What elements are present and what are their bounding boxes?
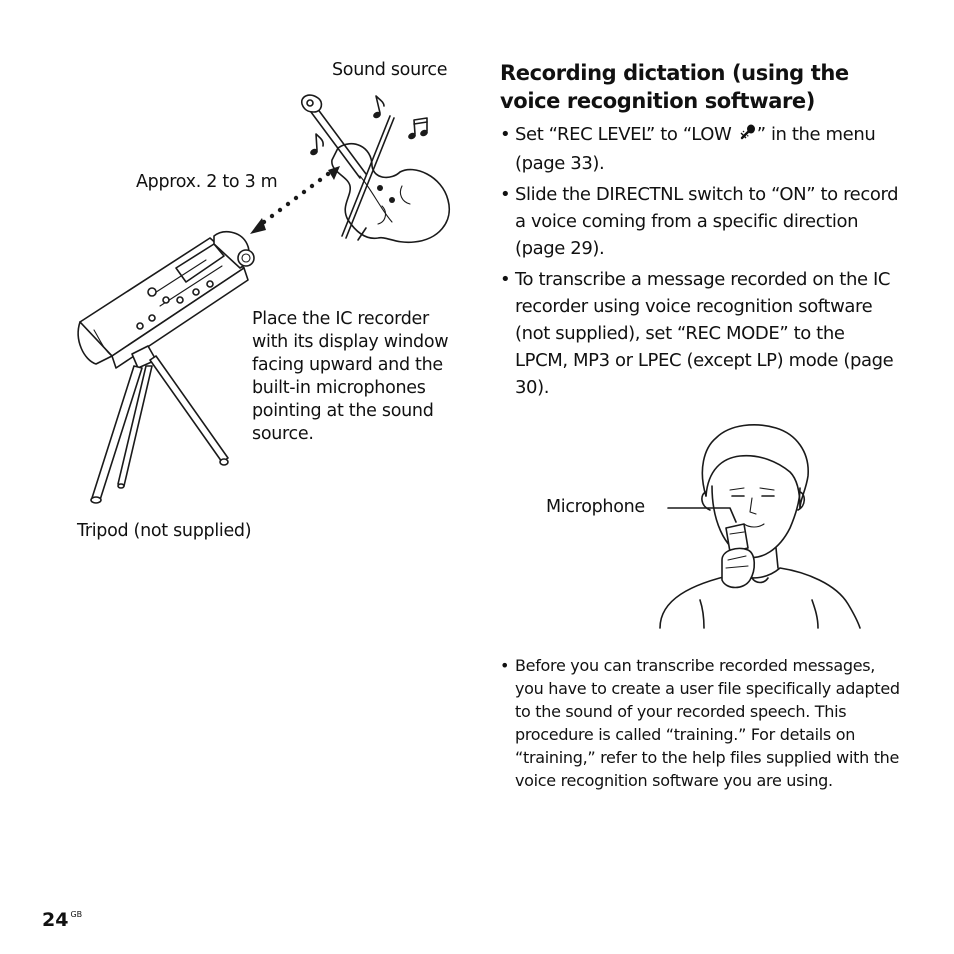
section-heading-line1: Recording dictation (using the [500, 61, 849, 85]
bullet-text: Slide the DIRECTNL switch to “ON” to record a voice coming from a specific direction (page 29). [515, 184, 899, 259]
music-notes-icon [309, 96, 429, 156]
bullet-glyph: • [500, 184, 511, 205]
page-number-value: 24 [42, 909, 69, 931]
bullet-glyph: • [500, 124, 511, 145]
list-item [500, 181, 900, 262]
section-heading-line2: voice recognition software) [500, 89, 815, 113]
tripod-illustration [91, 346, 228, 503]
microphone-pointer-line [668, 508, 736, 522]
low-sensitivity-mic-icon [739, 123, 757, 150]
bullet-text-after-icon: ” in the menu (page 33). [515, 124, 876, 174]
page-number [42, 909, 82, 931]
note-text: Before you can transcribe recorded messages, you have to create a user file specifically adapted to the sound of your recorded speech. This procedure is called “training.” For details on “training,” refer to the help files supplied with the voice recognition software you are using. [515, 656, 900, 790]
bullet-text: To transcribe a message recorded on the IC recorder using voice recognition software (not supplied), set “REC MODE” to the LPCM, MP3 or LPEC (except LP) mode (page 30). [515, 269, 894, 398]
person-with-microphone-illustration [660, 425, 860, 628]
distance-label: Approx. 2 to 3 m [136, 172, 278, 192]
instruction-list [500, 121, 900, 405]
tripod-label: Tripod (not supplied) [77, 521, 252, 541]
sound-source-label: Sound source [332, 60, 448, 80]
section-heading [500, 59, 900, 115]
note-block [500, 654, 900, 796]
list-item [500, 121, 900, 177]
region-code: GB [70, 910, 83, 919]
ic-recorder-illustration [78, 232, 254, 368]
bullet-glyph: • [500, 656, 510, 675]
placement-instruction: Place the IC recorder with its display window facing upward and the built-in microphones pointing at the sound source. [252, 309, 449, 444]
note-item [500, 654, 900, 792]
microphone-label: Microphone [546, 497, 645, 517]
bullet-glyph: • [500, 269, 511, 290]
list-item [500, 266, 900, 401]
bullet-text-before-icon: Set “REC LEVEL” to “LOW [515, 124, 737, 145]
